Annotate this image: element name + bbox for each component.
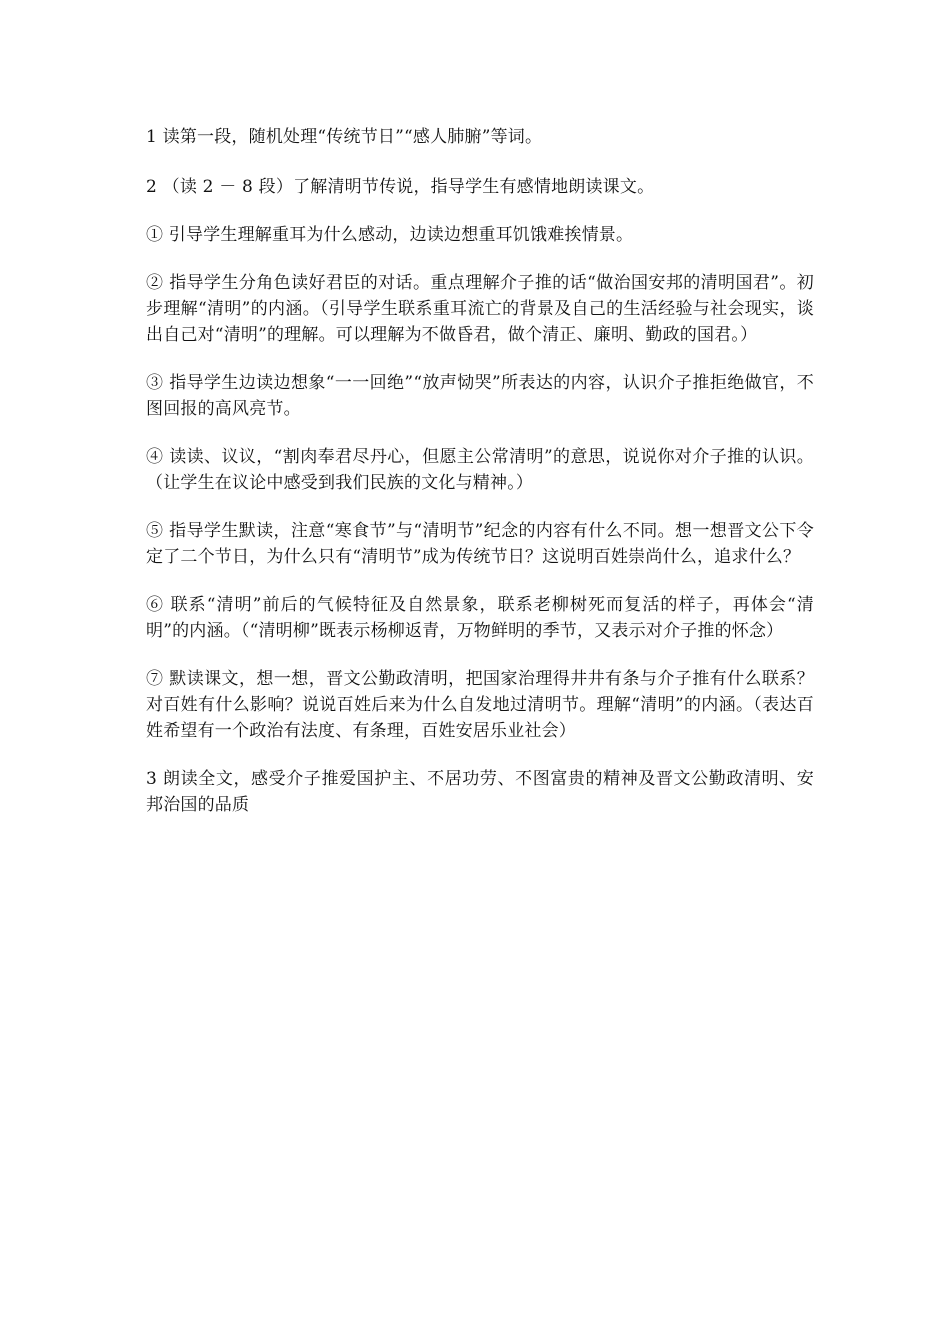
paragraph-item-3: ③ 指导学生边读边想象“一一回绝”“放声恸哭”所表达的内容，认识介子推拒绝做官，不图回报的高风亮节。	[146, 373, 814, 419]
paragraph-item-7: ⑦ 默读课文，想一想，晋文公勤政清明，把国家治理得井井有条与介子推有什么联系？对百姓有什么影响？说说百姓后来为什么自发地过清明节。理解“清明”的内涵。（表达百姓希望有一个政治有法度、有条理，百姓安居乐业社会）	[146, 669, 814, 741]
paragraph-step-3: 3 朗读全文，感受介子推爱国护主、不居功劳、不图富贵的精神及晋文公勤政清明、安邦治国的品质	[146, 769, 814, 815]
paragraph-item-4: ④ 读读、议议，“割肉奉君尽丹心，但愿主公常清明”的意思，说说你对介子推的认识。（让学生在议论中感受到我们民族的文化与精神。）	[146, 447, 814, 493]
paragraph-step-2: 2 （读 2 － 8 段）了解清明节传说，指导学生有感情地朗读课文。	[146, 177, 655, 197]
paragraph-item-5: ⑤ 指导学生默读，注意“寒食节”与“清明节”纪念的内容有什么不同。想一想晋文公下令定了二个节日，为什么只有“清明节”成为传统节日？这说明百姓崇尚什么，追求什么？	[146, 521, 814, 567]
paragraph-item-2: ② 指导学生分角色读好君臣的对话。重点理解介子推的话“做治国安邦的清明国君”。初步理解“清明”的内涵。（引导学生联系重耳流亡的背景及自己的生活经验与社会现实，谈出自己对“清明”的理解。可以理解为不做昏君，做个清正、廉明、勤政的国君。）	[146, 273, 814, 345]
document-body	[146, 124, 814, 840]
paragraph-item-6: ⑥ 联系“清明”前后的气候特征及自然景象，联系老柳树死而复活的样子，再体会“清明”的内涵。（“清明柳”既表示杨柳返青，万物鲜明的季节，又表示对介子推的怀念）	[146, 595, 814, 641]
paragraph-item-1: ① 引导学生理解重耳为什么感动，边读边想重耳饥饿难挨情景。	[146, 225, 634, 245]
paragraph-step-1: 1 读第一段，随机处理“传统节日”“感人肺腑”等词。	[146, 127, 543, 147]
